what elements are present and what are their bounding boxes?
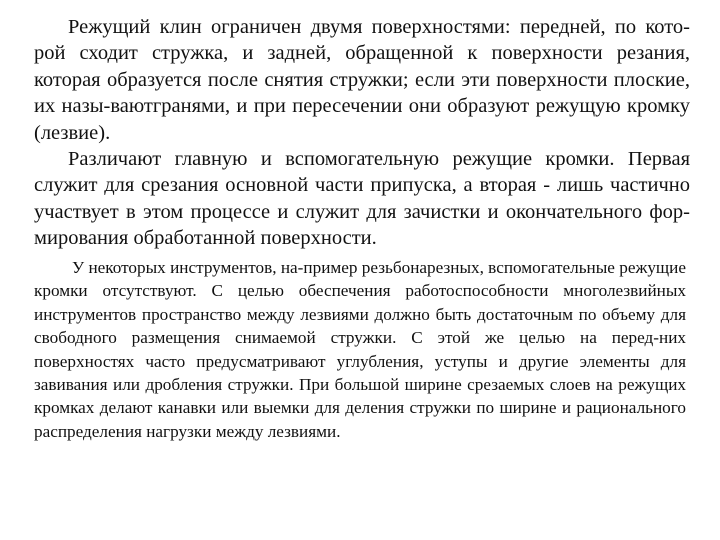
paragraph-cutting-wedge: Режущий клин ограничен двумя поверхностями: передней, по кото-рой сходит стружка, и задней, обращенной к поверхности резания, которая образуется после снятия стружки; если эти поверхности плоские, их назы-ваютгранями, и при пересечении они образуют режущую кромку (лезвие). (34, 16, 690, 144)
paragraph-main-auxiliary-edges: Различают главную и вспомогательную режущие кромки. Первая служит для срезания основной части припуска, а вторая - лишь частично участвует в этом процессе и служит для зачистки и окончательного фор-мирования обработанной поверхности. (34, 148, 690, 250)
paragraph-chip-space: У некоторых инструментов, на-пример резьбонарезных, вспомогательные режущие кромки отсутствуют. С целью обеспечения работоспособности многолезвийных инструментов пространство между лезвиями должно быть достаточным по объему для свободного размещения снимаемой стружки. С этой же целью на перед-них поверхностях часто предусматривают углубления, уступы и другие элементы для завивания или дробления стружки. При большой ширине срезаемых слоев на режущих кромках делают канавки или выемки для деления стружки по ширине и рационального распределения нагрузки между лезвиями. (34, 258, 686, 441)
